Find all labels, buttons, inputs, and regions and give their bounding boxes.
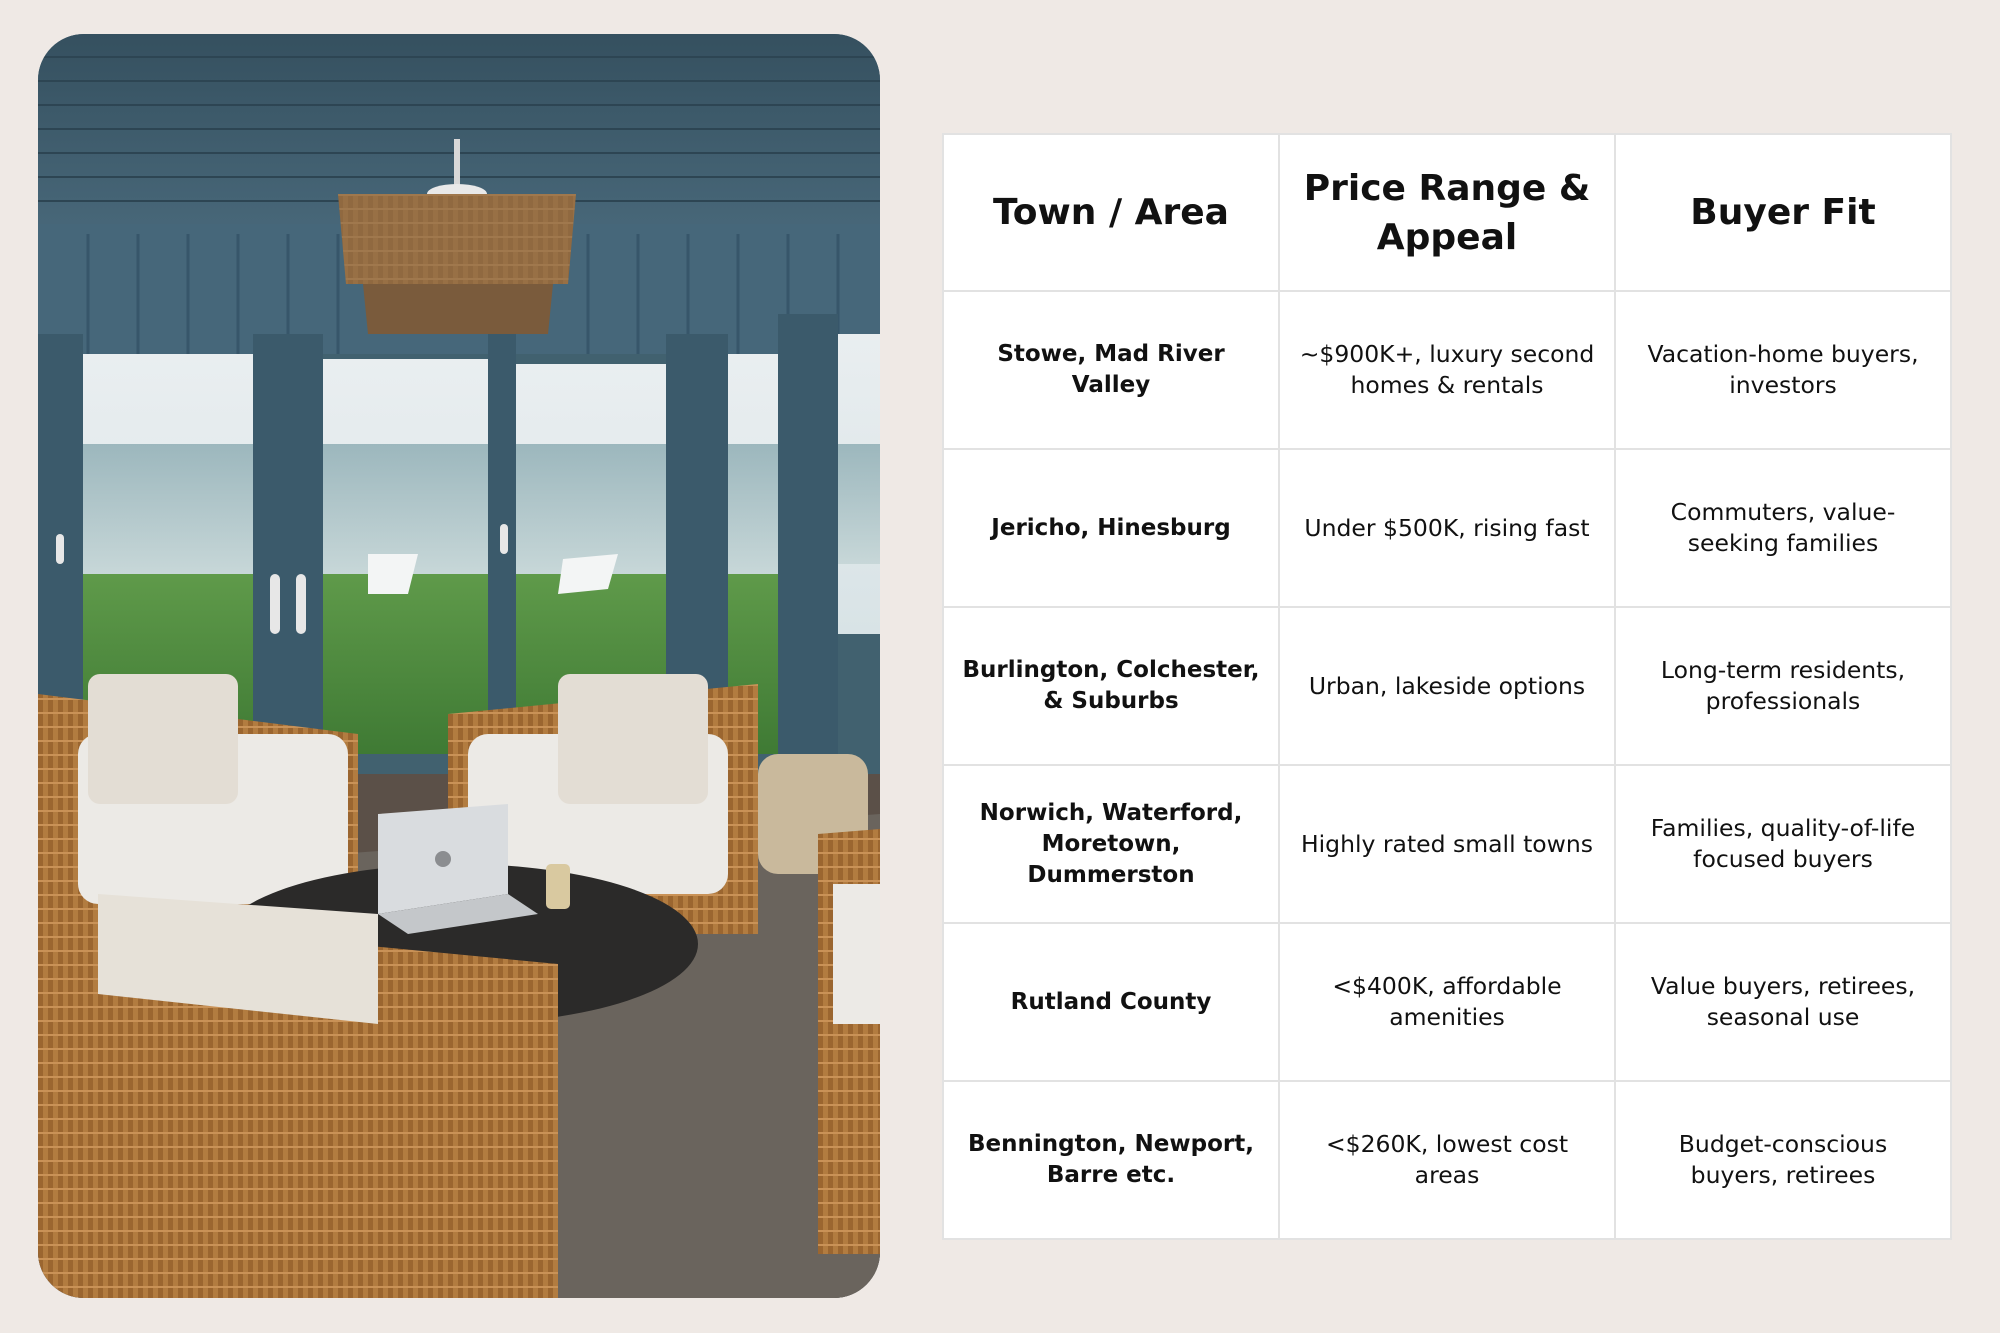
cell-price: <$400K, affordable amenities	[1279, 923, 1615, 1081]
table-row	[943, 291, 1951, 449]
cell-fit: Value buyers, retirees, seasonal use	[1615, 923, 1951, 1081]
cell-price: <$260K, lowest cost areas	[1279, 1081, 1615, 1239]
comparison-table	[942, 133, 1952, 1226]
cell-fit: Budget-conscious buyers, retirees	[1615, 1081, 1951, 1239]
header-buyer-fit: Buyer Fit	[1615, 134, 1951, 291]
cell-area: Norwich, Waterford, Moretown, Dummerston	[943, 765, 1279, 923]
header-price-range: Price Range & Appeal	[1279, 134, 1615, 291]
table-row	[943, 607, 1951, 765]
table-header-row	[943, 134, 1951, 291]
sunroom-photo	[38, 34, 880, 1298]
apple-icon	[435, 851, 451, 867]
table-row	[943, 765, 1951, 923]
cell-fit: Vacation-home buyers, investors	[1615, 291, 1951, 449]
cell-price: Under $500K, rising fast	[1279, 449, 1615, 607]
cell-fit: Commuters, value-seeking families	[1615, 449, 1951, 607]
cell-price: Highly rated small towns	[1279, 765, 1615, 923]
cell-price: Urban, lakeside options	[1279, 607, 1615, 765]
cell-fit: Long-term residents, professionals	[1615, 607, 1951, 765]
cell-area: Stowe, Mad River Valley	[943, 291, 1279, 449]
header-town-area: Town / Area	[943, 134, 1279, 291]
cell-area: Rutland County	[943, 923, 1279, 1081]
cell-fit: Families, quality-of-life focused buyers	[1615, 765, 1951, 923]
table-row	[943, 449, 1951, 607]
town-price-buyer-table	[942, 133, 1952, 1240]
cell-area: Burlington, Colchester, & Suburbs	[943, 607, 1279, 765]
cell-area: Jericho, Hinesburg	[943, 449, 1279, 607]
cell-price: ~$900K+, luxury second homes & rentals	[1279, 291, 1615, 449]
table-row	[943, 1081, 1951, 1239]
table-row	[943, 923, 1951, 1081]
sunroom-illustration	[38, 34, 880, 1298]
cell-area: Bennington, Newport, Barre etc.	[943, 1081, 1279, 1239]
